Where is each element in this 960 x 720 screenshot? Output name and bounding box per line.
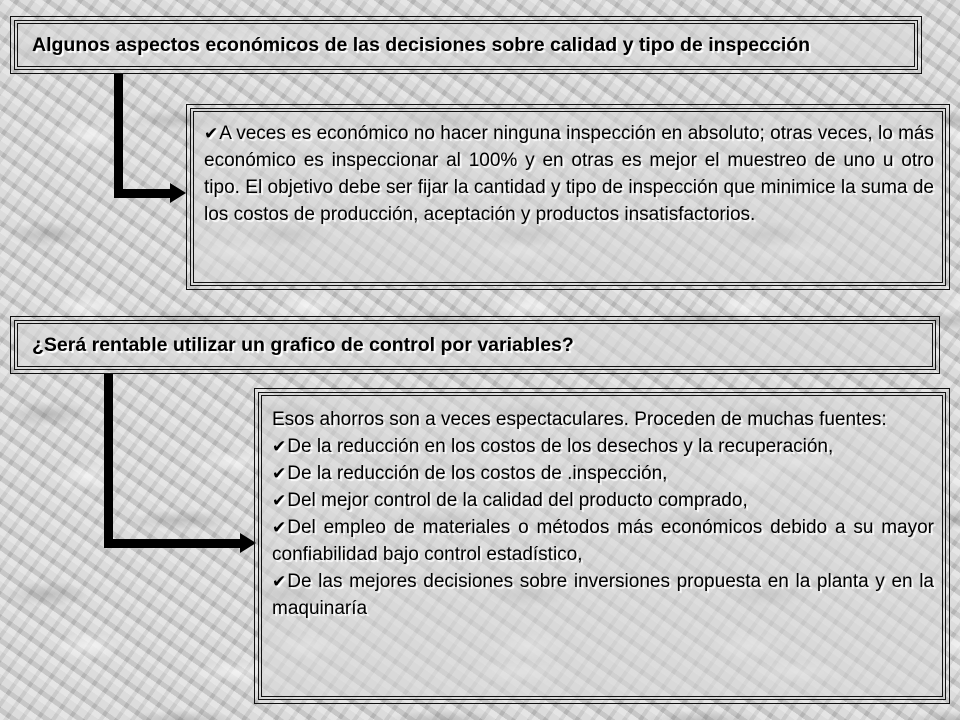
section2-header-box [14, 320, 936, 370]
list-item: ✔De la reducción de los costos de .inspección, [272, 463, 668, 484]
checkmark-icon: ✔ [204, 124, 219, 143]
checkmark-icon: ✔ [272, 464, 287, 483]
list-item: ✔Del empleo de materiales o métodos más económicos debido a su mayor confiabilidad bajo control estadístico, [272, 517, 934, 565]
list-item: ✔De las mejores decisiones sobre inversiones propuesta en la planta y en la maquinaría [272, 571, 934, 619]
section2-intro: Esos ahorros son a veces espectaculares. Proceden de muchas fuentes: [272, 409, 887, 430]
section1-body-box [190, 108, 946, 286]
section2-list [272, 433, 934, 622]
connector1-vertical [114, 74, 123, 198]
arrow-right-icon [240, 533, 256, 553]
section1-bullet-text: A veces es económico no hacer ninguna inspección en absoluto; otras veces, lo más económico es inspeccionar al 100% y en otras es mejor el muestreo de uno u otro tipo. El objetivo debe ser fijar la cantidad y tipo de inspección que minimice la suma de los costos de producción, aceptación y productos insatisfactorios. [204, 123, 934, 225]
connector1-horizontal [114, 189, 172, 198]
connector2-horizontal [104, 539, 242, 548]
checkmark-icon: ✔ [272, 518, 287, 537]
section1-header-box [14, 20, 918, 70]
section1-bullet [204, 120, 934, 228]
connector2-vertical [104, 374, 113, 548]
list-item: ✔Del mejor control de la calidad del producto comprado, [272, 490, 748, 511]
section1-title: Algunos aspectos económicos de las decisiones sobre calidad y tipo de inspección [32, 34, 811, 56]
checkmark-icon: ✔ [272, 437, 287, 456]
arrow-right-icon [170, 183, 186, 203]
section2-body-box [258, 392, 946, 700]
section2-title: ¿Será rentable utilizar un grafico de control por variables? [32, 334, 574, 356]
checkmark-icon: ✔ [272, 572, 287, 591]
checkmark-icon: ✔ [272, 491, 287, 510]
list-item: ✔De la reducción en los costos de los desechos y la recuperación, [272, 436, 834, 457]
